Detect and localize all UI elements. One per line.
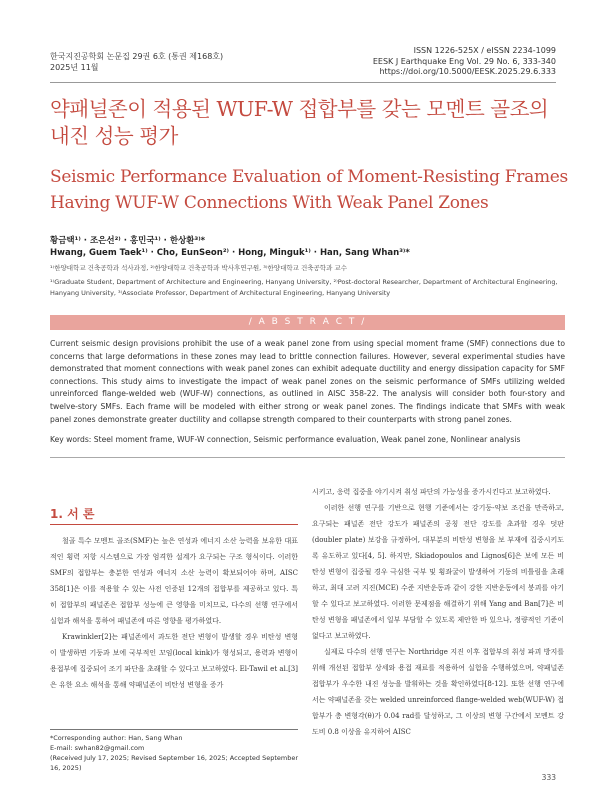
section-heading-rule: [50, 524, 298, 525]
page-number: 333: [541, 773, 556, 782]
section-heading-introduction: 1. 서 론: [50, 507, 95, 521]
body-paragraph: Krawinkler[2]는 패널존에서 과도한 전단 변형이 발생할 경우 비탄성 변형이 발생하면 기둥과 보에 국부적인 꼬임(local kink)가 형성되고, 용력과 변형이 용접부에 집중되어 조기 파단을 초래할 수 있다고 보고하였다. El-Tawil et al.[3]은 유한 요소 해석을 통해 약패널존이 비탄성 변형을 증가: [50, 633, 298, 689]
journal-name: 한국지진공학회 논문집 29권 6호 (통권 제168호): [50, 52, 224, 61]
authors-korean: 황금택¹⁾ · 조은선²⁾ · 홍민국¹⁾ · 한상환³⁾*: [50, 236, 206, 246]
abstract-banner: [50, 315, 565, 330]
received-dates: (Received July 17, 2025; Revised September 16, 2025; Accepted September 16, 2025): [50, 754, 299, 772]
keywords: Key words: Steel moment frame, WUF-W connection, Seismic performance evaluation, Weak panel zone, Nonlinear analysis: [50, 435, 521, 444]
english-title: Seismic Performance Evaluation of Moment-Resisting Frames Having WUF-W Connections With Weak Panel Zones: [50, 167, 568, 213]
abstract-divider: [50, 457, 565, 458]
header-divider: [50, 82, 556, 83]
journal-header-right: [373, 46, 556, 78]
doi-link[interactable]: https://doi.org/10.5000/EESK.2025.29.6.333: [379, 67, 556, 76]
journal-volume: EESK J Earthquake Eng Vol. 29 No. 6, 333-340: [372, 56, 556, 66]
issn: ISSN 1226-525X / eISSN 2234-1099: [413, 46, 556, 55]
body-paragraph: 철골 특수 모멘트 골조(SMF)는 높은 연성과 에너지 소산 능력을 보유한 대표적인 횡력 저항 시스템으로 가장 엄격한 설계가 요구되는 구조 형식이다. 이러한 SMF의 접합부는 충분한 연성과 에너지 소산 능력이 확보되어야 하며, AISC 358[1]은 이를 적용할 수 있는 사전 인증된 12개의 접합부를 제공하고 있다. 특히 접합부의 패널존은 접합부 성능에 큰 영향을 미치므로, 다수의 선행 연구에서 실험과 해석을 통하여 패널존에 따른 영향을 평가하였다.: [50, 537, 298, 625]
authors-english: Hwang, Guem Taek¹⁾ · Cho, EunSeon²⁾ · Hong, Minguk¹⁾ · Han, Sang Whan³⁾*: [50, 248, 410, 258]
body-paragraph: 이러한 선행 연구를 기반으로 현행 기준에서는 강기둥-약보 조건을 만족하고, 요구되는 패널존 전단 강도가 패널존의 공칭 전단 강도를 초과할 경우 덧판(doubler plate) 보강을 규정하여, 대부분의 비탄성 변형을 보 부재에 집중시키도록 유도하고 있다[4, 5]. 하지만, Skiadopoulos and Lignos[6]은 보에 모든 비탄성 변형이 집중될 경우 극심한 국부 및 횡좌굴이 발생하여 기둥의 비틀림을 초래하고, 최대 고려 지진(MCE) 수준 지반운동과 같이 강한 지반운동에서 붕괴를 야기할 수 있다고 보고하였다. 이러한 문제점을 해결하기 위해 Yang and Ban[7]은 비탄성 변형을 패널존에서 일부 부담할 수 있도록 제안한 바 있으나, 정량적인 기준이 없다고 보고하였다.: [312, 504, 564, 640]
korean-title: 약패널존이 적용된 WUF-W 접합부를 갖는 모멘트 골조의 내진 성능 평가: [50, 97, 549, 148]
journal-header-left: [50, 52, 223, 73]
affiliations-korean: ¹⁾한양대학교 건축공학과 석사과정, ²⁾한양대학교 건축공학과 박사후연구원, ³⁾한양대학교 건축공학과 교수: [50, 264, 347, 272]
body-column-right: [312, 484, 564, 740]
issue-date: 2025년 11월: [50, 62, 99, 72]
footnote-divider: [50, 729, 298, 730]
corresponding-author: *Corresponding author: Han, Sang Whan: [50, 734, 183, 742]
author-email[interactable]: E-mail: swhan82@gmail.com: [50, 744, 145, 752]
footnote: [50, 733, 310, 773]
abstract-text: Current seismic design provisions prohibit the use of a weak panel zone from using special moment frame (SMF) connections due to concerns that large deformations in these zones may lead to brittle connection failures. However, several experimental studies have demonstrated that moment connections with weak panel zones can exhibit adequate ductility and energy dissipation capacity for SMF connections. This study aims to investigate the impact of weak panel zones on the seismic performance of SMFs utilizing welded unreinforced flange-welded web (WUF-W) connections, as outlined in AISC 358-22. The analysis will consider both four-story and twelve-story SMFs. Each frame will be modeled with either strong or weak panel zones. The findings indicate that SMFs with weak panel zones demonstrate greater ductility and collapse strength compared to their counterparts with strong panel zones.: [50, 339, 565, 424]
affiliations-english: ¹⁾Graduate Student, Department of Architecture and Engineering, Hanyang University, ²⁾Post-doctoral Researcher, Department of Architectural Engineering, Hanyang University, ³⁾Associate Professor, Department of Architectural Engineering, Hanyang University: [50, 278, 558, 297]
body-column-left: [50, 533, 298, 693]
abstract-label: / A B S T R A C T /: [248, 317, 367, 327]
body-paragraph: 실제로 다수의 선행 연구는 Northridge 지진 이후 접합부의 취성 파괴 방지를 위해 개선된 접합부 상세와 용접 재료를 적용하여 실험을 수행하였으며, 약패널존 접합부가 우수한 내진 성능을 발휘하는 것을 확인하였다[8-12]. 또한 선행 연구에서는 약패널존을 갖는 welded unreinforced flange-welded web(WUF-W) 접합부가 층 변형각(θ)가 0.04 rad를 달성하고, 그 이상의 변형 구간에서 모멘트 강도비 0.8 이상을 유지하여 AISC: [312, 648, 564, 736]
body-paragraph: 시키고, 응력 집중을 야기시켜 취성 파단의 가능성을 증가시킨다고 보고하였다.: [312, 488, 551, 496]
